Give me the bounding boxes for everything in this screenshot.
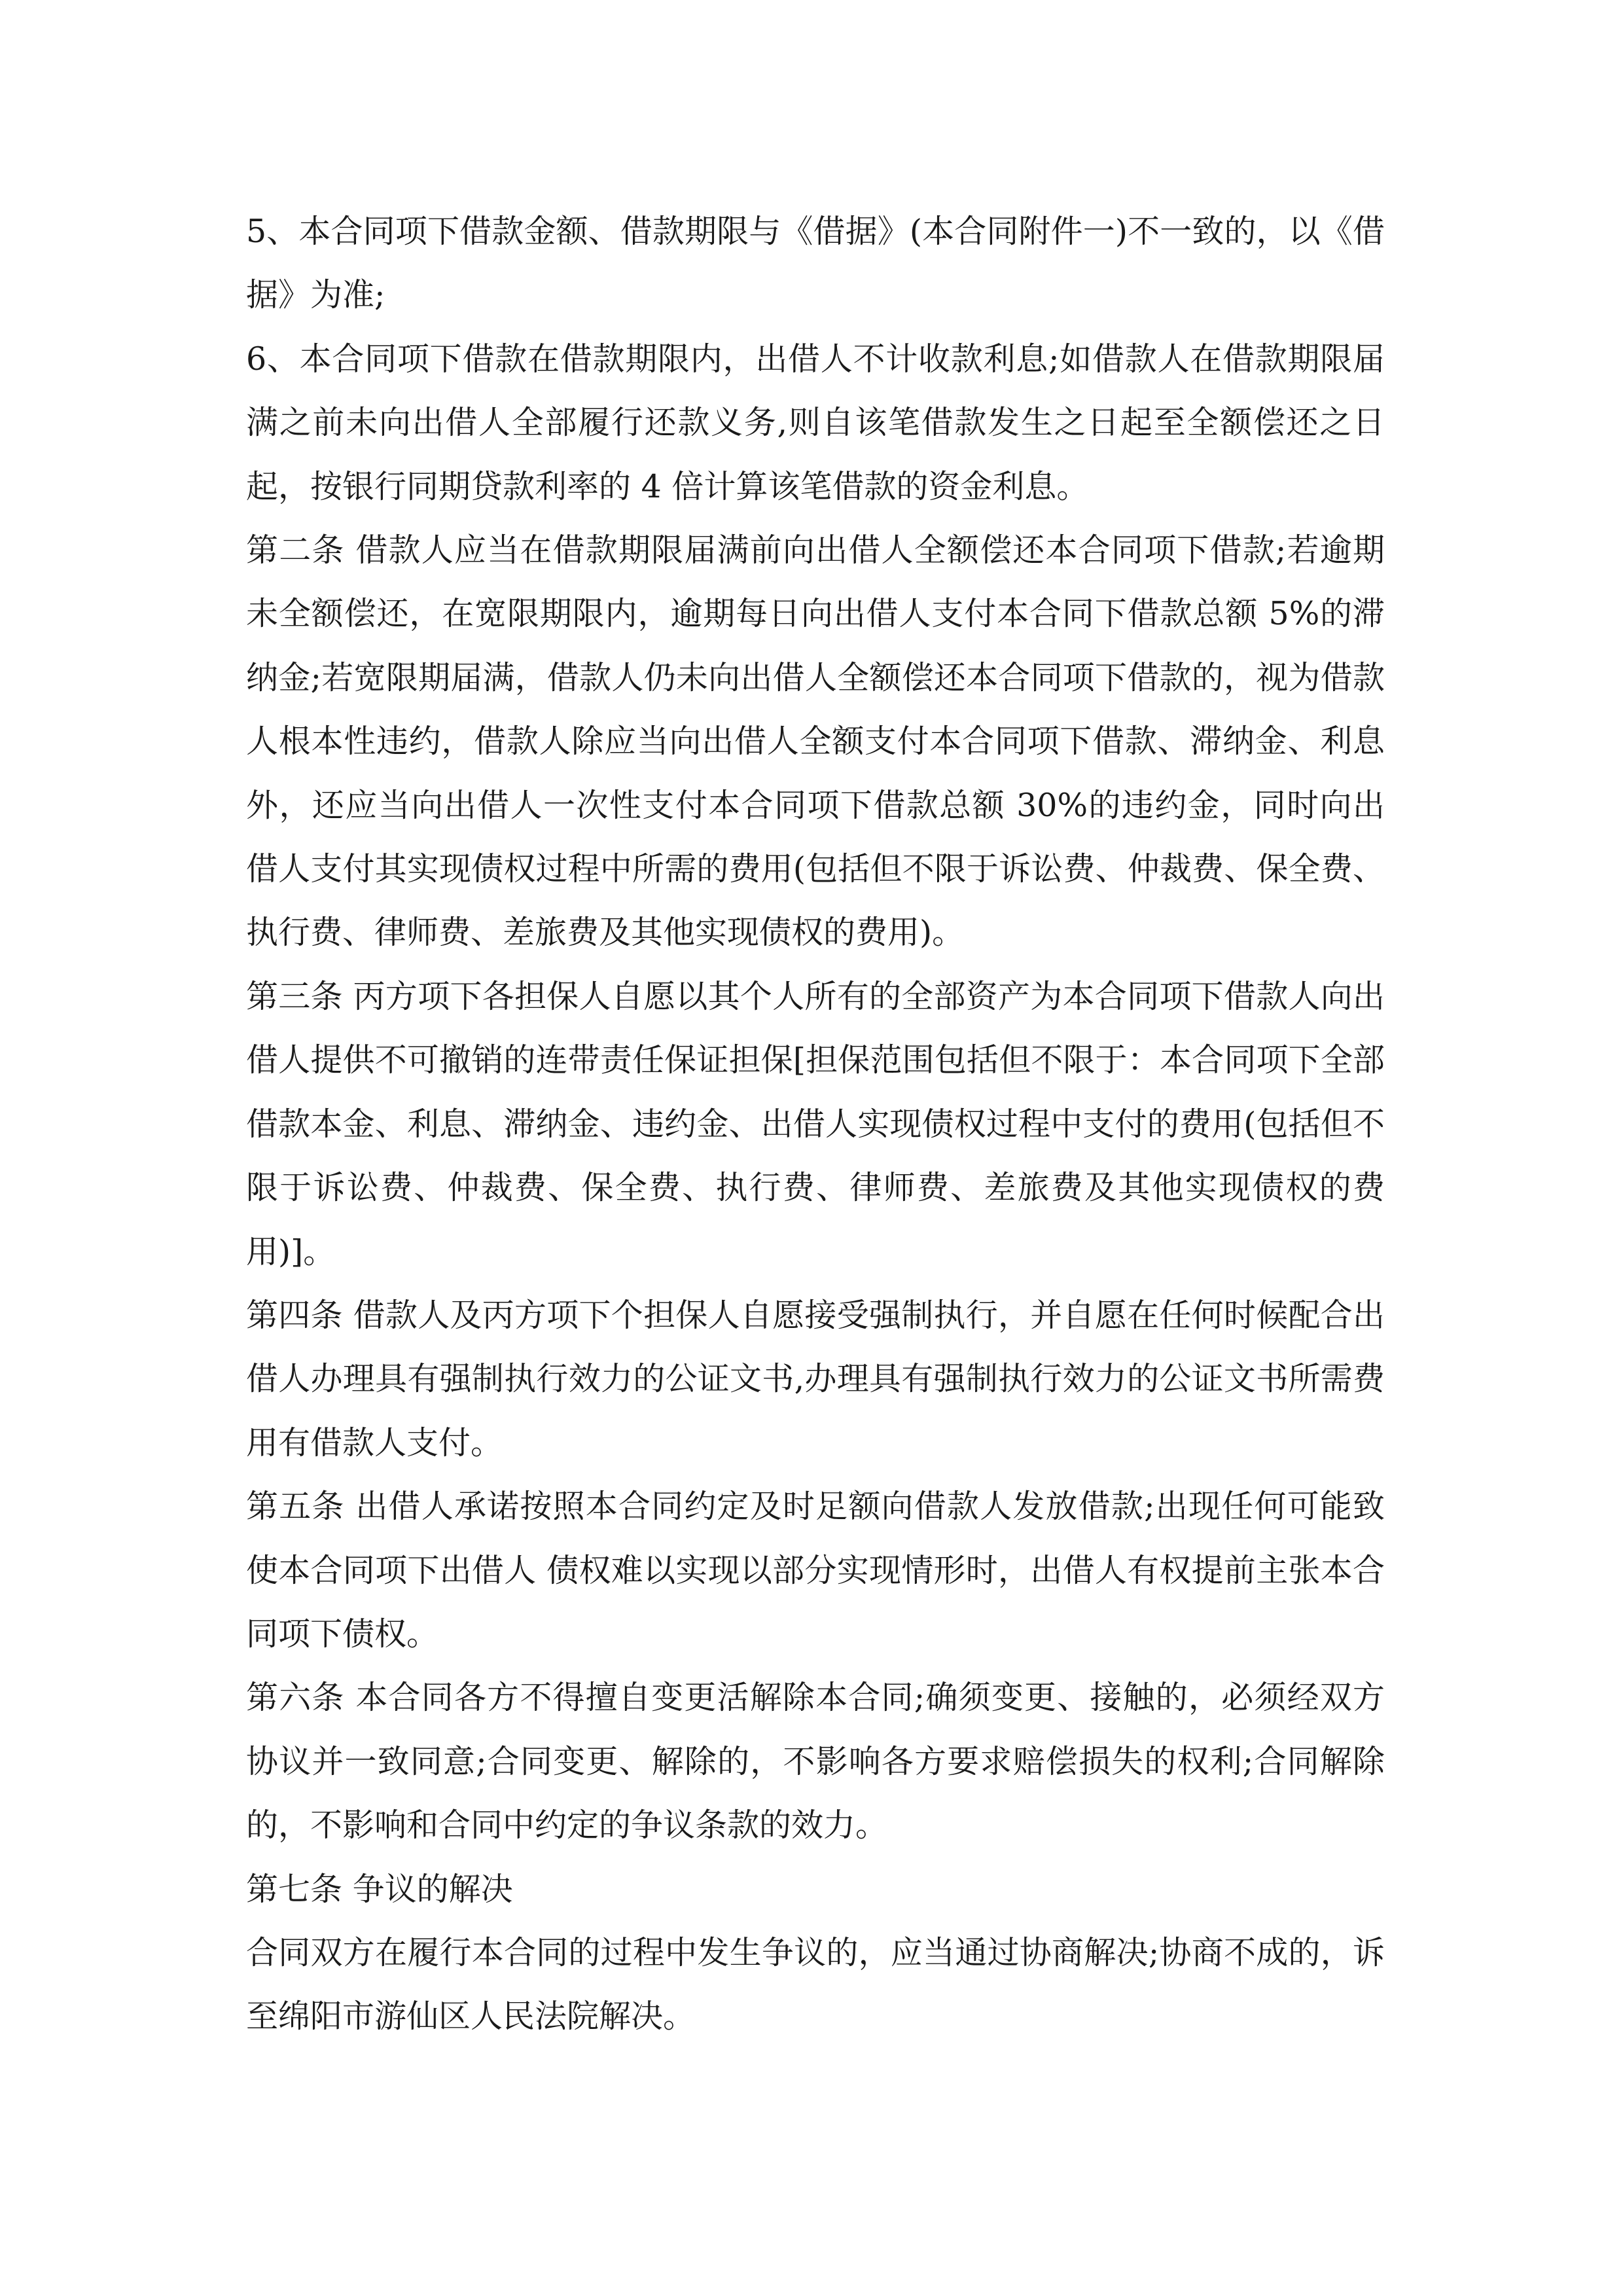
article-7-heading: 第七条 争议的解决 [246,1870,513,1908]
article-7-body: 合同双方在履行本合同的过程中发生争议的，应当通过协商解决;协商不成的，诉至绵阳市游仙区人民法院解决。 [246,1933,1385,2036]
article-6: 第六条 本合同各方不得擅自变更活解除本合同;确须变更、接触的，必须经双方协议并一致同意;合同变更、解除的，不影响各方要求赔偿损失的权利;合同解除的，不影响和合同中约定的争议条款的效力。 [246,1679,1385,1844]
clause-1-item-5: 5、本合同项下借款金额、借款期限与《借据》(本合同附件一)不一致的，以《借据》为准; [246,213,1385,314]
article-5: 第五条 出借人承诺按照本合同约定及时足额向借款人发放借款;出现任何可能致使本合同项下出借人 债权难以实现以部分实现情形时，出借人有权提前主张本合同项下债权。 [246,1488,1385,1653]
clause-1-item-6: 6、本合同项下借款在借款期限内，出借人不计收款利息;如借款人在借款期限届满之前未向出借人全部履行还款义务,则自该笔借款发生之日起至全额偿还之日起，按银行同期贷款利率的 4 倍计算该笔借款的资金利息。 [246,340,1385,505]
document-body [246,200,1385,2049]
article-2: 第二条 借款人应当在借款期限届满前向出借人全额偿还本合同项下借款;若逾期未全额偿还，在宽限期限内，逾期每日向出借人支付本合同下借款总额 5%的滞纳金;若宽限期届满，借款人仍未向出借人全额偿还本合同项下借款的，视为借款人根本性违约，借款人除应当向出借人全额支付本合同项下借款、滞纳金、利息外，还应当向出借人一次性支付本合同项下借款总额 30%的违约金，同时向出借人支付其实现债权过程中所需的费用(包括但不限于诉讼费、仲裁费、保全费、执行费、律师费、差旅费及其他实现债权的费用)。 [246,531,1385,952]
article-4: 第四条 借款人及丙方项下个担保人自愿接受强制执行，并自愿在任何时候配合出借人办理具有强制执行效力的公证文书,办理具有强制执行效力的公证文书所需费用有借款人支付。 [246,1296,1385,1462]
article-3: 第三条 丙方项下各担保人自愿以其个人所有的全部资产为本合同项下借款人向出借人提供不可撤销的连带责任保证担保[担保范围包括但不限于：本合同项下全部借款本金、利息、滞纳金、违约金、出借人实现债权过程中支付的费用(包括但不限于诉讼费、仲裁费、保全费、执行费、律师费、差旅费及其他实现债权的费用)]。 [246,977,1385,1270]
